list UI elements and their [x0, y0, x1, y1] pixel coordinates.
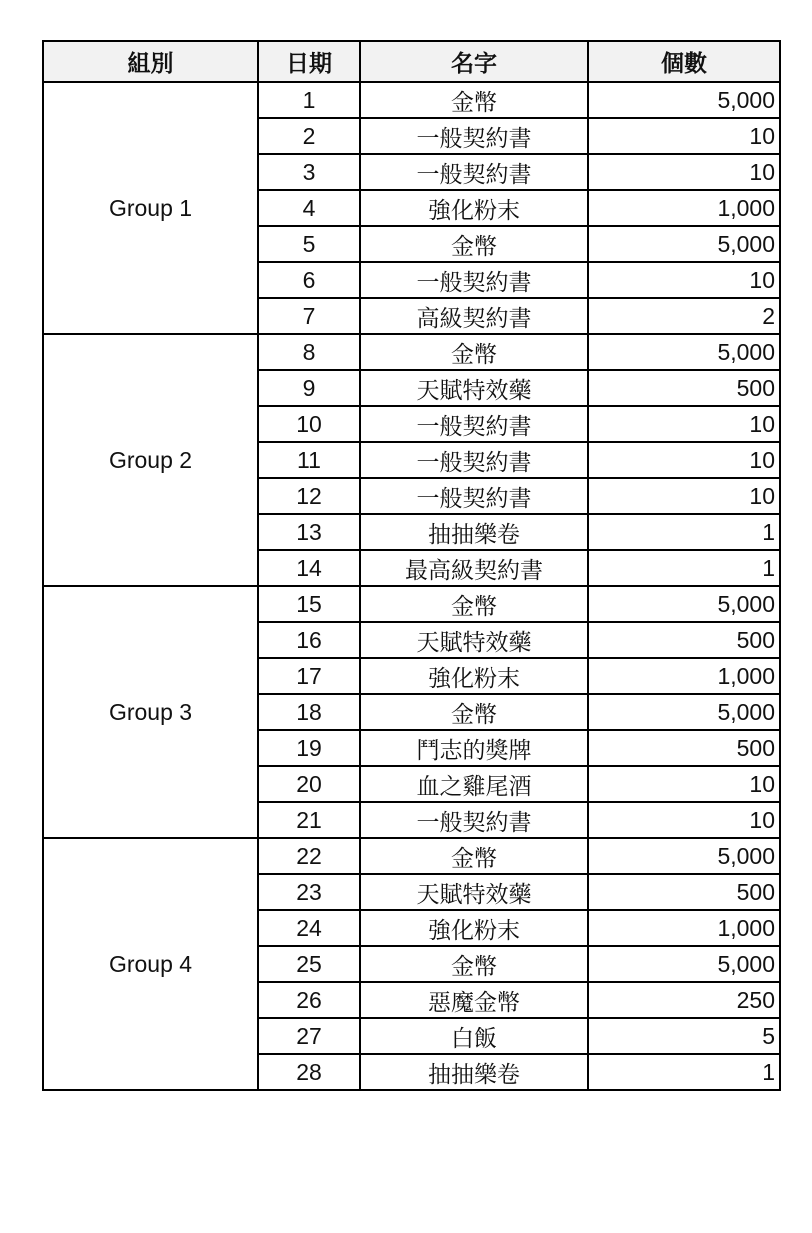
group-label: Group 1 [43, 82, 258, 334]
table-row [43, 586, 780, 622]
day-cell: 22 [258, 838, 360, 874]
item-name-cell: 白飯 [360, 1018, 588, 1054]
item-name-cell: 一般契約書 [360, 154, 588, 190]
day-cell: 14 [258, 550, 360, 586]
header-group: 組別 [43, 41, 258, 82]
count-cell: 10 [588, 262, 780, 298]
header-count: 個數 [588, 41, 780, 82]
item-name-cell: 金幣 [360, 226, 588, 262]
item-name-cell: 強化粉末 [360, 190, 588, 226]
count-cell: 5,000 [588, 838, 780, 874]
day-cell: 28 [258, 1054, 360, 1090]
count-cell: 1,000 [588, 658, 780, 694]
count-cell: 5,000 [588, 226, 780, 262]
count-cell: 1 [588, 1054, 780, 1090]
day-cell: 4 [258, 190, 360, 226]
day-cell: 16 [258, 622, 360, 658]
day-cell: 25 [258, 946, 360, 982]
item-name-cell: 強化粉末 [360, 658, 588, 694]
count-cell: 10 [588, 154, 780, 190]
item-name-cell: 一般契約書 [360, 478, 588, 514]
day-cell: 9 [258, 370, 360, 406]
item-name-cell: 金幣 [360, 838, 588, 874]
header-name: 名字 [360, 41, 588, 82]
count-cell: 1,000 [588, 910, 780, 946]
table-row [43, 838, 780, 874]
group-label: Group 4 [43, 838, 258, 1090]
item-name-cell: 金幣 [360, 334, 588, 370]
day-cell: 21 [258, 802, 360, 838]
item-name-cell: 天賦特效藥 [360, 370, 588, 406]
item-name-cell: 一般契約書 [360, 262, 588, 298]
table-row [43, 82, 780, 118]
item-name-cell: 天賦特效藥 [360, 874, 588, 910]
item-name-cell: 一般契約書 [360, 406, 588, 442]
item-name-cell: 血之雞尾酒 [360, 766, 588, 802]
table-body [43, 82, 780, 1090]
day-cell: 18 [258, 694, 360, 730]
rewards-table [42, 40, 781, 1091]
count-cell: 5 [588, 1018, 780, 1054]
count-cell: 250 [588, 982, 780, 1018]
item-name-cell: 惡魔金幣 [360, 982, 588, 1018]
count-cell: 10 [588, 442, 780, 478]
day-cell: 11 [258, 442, 360, 478]
day-cell: 6 [258, 262, 360, 298]
day-cell: 7 [258, 298, 360, 334]
table-row [43, 334, 780, 370]
group-label: Group 2 [43, 334, 258, 586]
item-name-cell: 高級契約書 [360, 298, 588, 334]
item-name-cell: 抽抽樂卷 [360, 1054, 588, 1090]
header-row [43, 41, 780, 82]
item-name-cell: 一般契約書 [360, 802, 588, 838]
count-cell: 2 [588, 298, 780, 334]
item-name-cell: 強化粉末 [360, 910, 588, 946]
count-cell: 5,000 [588, 586, 780, 622]
count-cell: 5,000 [588, 946, 780, 982]
count-cell: 500 [588, 370, 780, 406]
count-cell: 1,000 [588, 190, 780, 226]
day-cell: 8 [258, 334, 360, 370]
item-name-cell: 一般契約書 [360, 442, 588, 478]
day-cell: 27 [258, 1018, 360, 1054]
item-name-cell: 最高級契約書 [360, 550, 588, 586]
item-name-cell: 金幣 [360, 694, 588, 730]
group-label: Group 3 [43, 586, 258, 838]
day-cell: 26 [258, 982, 360, 1018]
day-cell: 5 [258, 226, 360, 262]
day-cell: 1 [258, 82, 360, 118]
count-cell: 500 [588, 874, 780, 910]
day-cell: 3 [258, 154, 360, 190]
count-cell: 10 [588, 802, 780, 838]
item-name-cell: 天賦特效藥 [360, 622, 588, 658]
item-name-cell: 一般契約書 [360, 118, 588, 154]
count-cell: 10 [588, 766, 780, 802]
day-cell: 12 [258, 478, 360, 514]
item-name-cell: 抽抽樂卷 [360, 514, 588, 550]
day-cell: 20 [258, 766, 360, 802]
count-cell: 1 [588, 514, 780, 550]
count-cell: 5,000 [588, 82, 780, 118]
count-cell: 10 [588, 478, 780, 514]
count-cell: 10 [588, 118, 780, 154]
day-cell: 10 [258, 406, 360, 442]
item-name-cell: 金幣 [360, 82, 588, 118]
day-cell: 23 [258, 874, 360, 910]
day-cell: 19 [258, 730, 360, 766]
count-cell: 5,000 [588, 694, 780, 730]
count-cell: 5,000 [588, 334, 780, 370]
item-name-cell: 金幣 [360, 946, 588, 982]
header-day: 日期 [258, 41, 360, 82]
item-name-cell: 鬥志的獎牌 [360, 730, 588, 766]
day-cell: 15 [258, 586, 360, 622]
count-cell: 500 [588, 730, 780, 766]
count-cell: 1 [588, 550, 780, 586]
count-cell: 500 [588, 622, 780, 658]
day-cell: 13 [258, 514, 360, 550]
day-cell: 2 [258, 118, 360, 154]
count-cell: 10 [588, 406, 780, 442]
item-name-cell: 金幣 [360, 586, 588, 622]
day-cell: 17 [258, 658, 360, 694]
day-cell: 24 [258, 910, 360, 946]
